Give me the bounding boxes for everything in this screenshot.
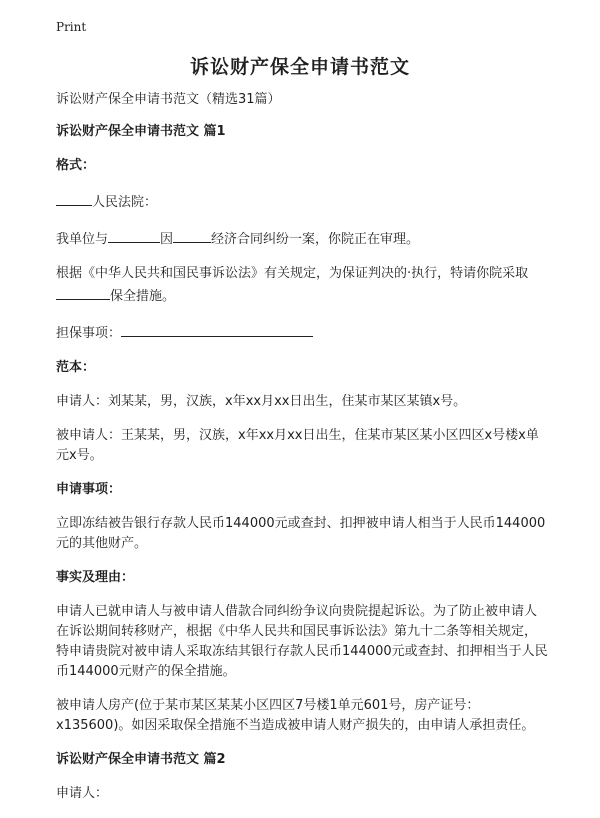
case-line-part-a: 我单位与 (56, 232, 109, 247)
example-heading: 范本： (56, 360, 96, 375)
article-1-heading: 诉讼财产保全申请书范文 篇1 (56, 124, 226, 139)
party-blank (108, 227, 160, 243)
guarantee-label: 担保事项： (56, 326, 122, 341)
facts-paragraph-1: 申请人已就申请人与被申请人借款合同纠纷争议向贵院提起诉讼。为了防止被申请人在诉讼期间转移财产，根据《中华人民共和国民事诉讼法》第九十二条等相关规定，特申请贵院对被申请人采取冻结其银行存款人民币144000元或查封、扣押相当于人民币144000元财产的保全措施。 (56, 604, 548, 679)
request-paragraph: 立即冻结被告银行存款人民币144000元或查封、扣押被申请人相当于人民币144000元的其他财产。 (56, 516, 546, 551)
facts-heading: 事实及理由： (56, 570, 135, 585)
court-blank (56, 190, 92, 206)
applicant-paragraph: 申请人：刘某某，男，汉族，x年xx月xx日出生，住某市某区某镇x号。 (56, 394, 467, 409)
guarantee-line (56, 321, 548, 344)
article-2-applicant: 申请人： (56, 786, 109, 801)
reason-blank (173, 227, 211, 243)
court-suffix: 人民法院： (92, 195, 158, 210)
court-line (56, 190, 548, 213)
respondent-paragraph: 被申请人：王某某，男，汉族，x年xx月xx日出生，住某市某区某小区四区x号楼x单元x号。 (56, 428, 539, 463)
document-subtitle: 诉讼财产保全申请书范文（精选31篇） (56, 92, 281, 107)
document-body (56, 90, 548, 818)
law-paragraph (56, 264, 548, 307)
case-line-part-c: 经济合同纠纷一案，你院正在审理。 (211, 232, 420, 247)
measure-blank (56, 284, 110, 300)
case-line-part-b: 因 (160, 232, 174, 247)
print-label[interactable]: Print (56, 20, 87, 34)
request-heading: 申请事项： (56, 482, 122, 497)
document-title: 诉讼财产保全申请书范文 (189, 56, 410, 78)
article-2-heading: 诉讼财产保全申请书范文 篇2 (56, 752, 226, 767)
case-line (56, 227, 548, 250)
guarantee-blank (121, 321, 313, 337)
law-paragraph-part-b: 保全措施。 (110, 289, 176, 304)
facts-paragraph-2: 被申请人房产(位于某市某区某某小区四区7号楼1单元601号，房产证号：x135600)。如因采取保全措施不当造成被申请人财产损失的，由申请人承担责任。 (56, 698, 535, 733)
format-heading: 格式： (56, 158, 96, 173)
law-paragraph-part-a: 根据《中华人民共和国民事诉讼法》有关规定，为保证判决的·执行，特请你院采取 (56, 266, 529, 281)
